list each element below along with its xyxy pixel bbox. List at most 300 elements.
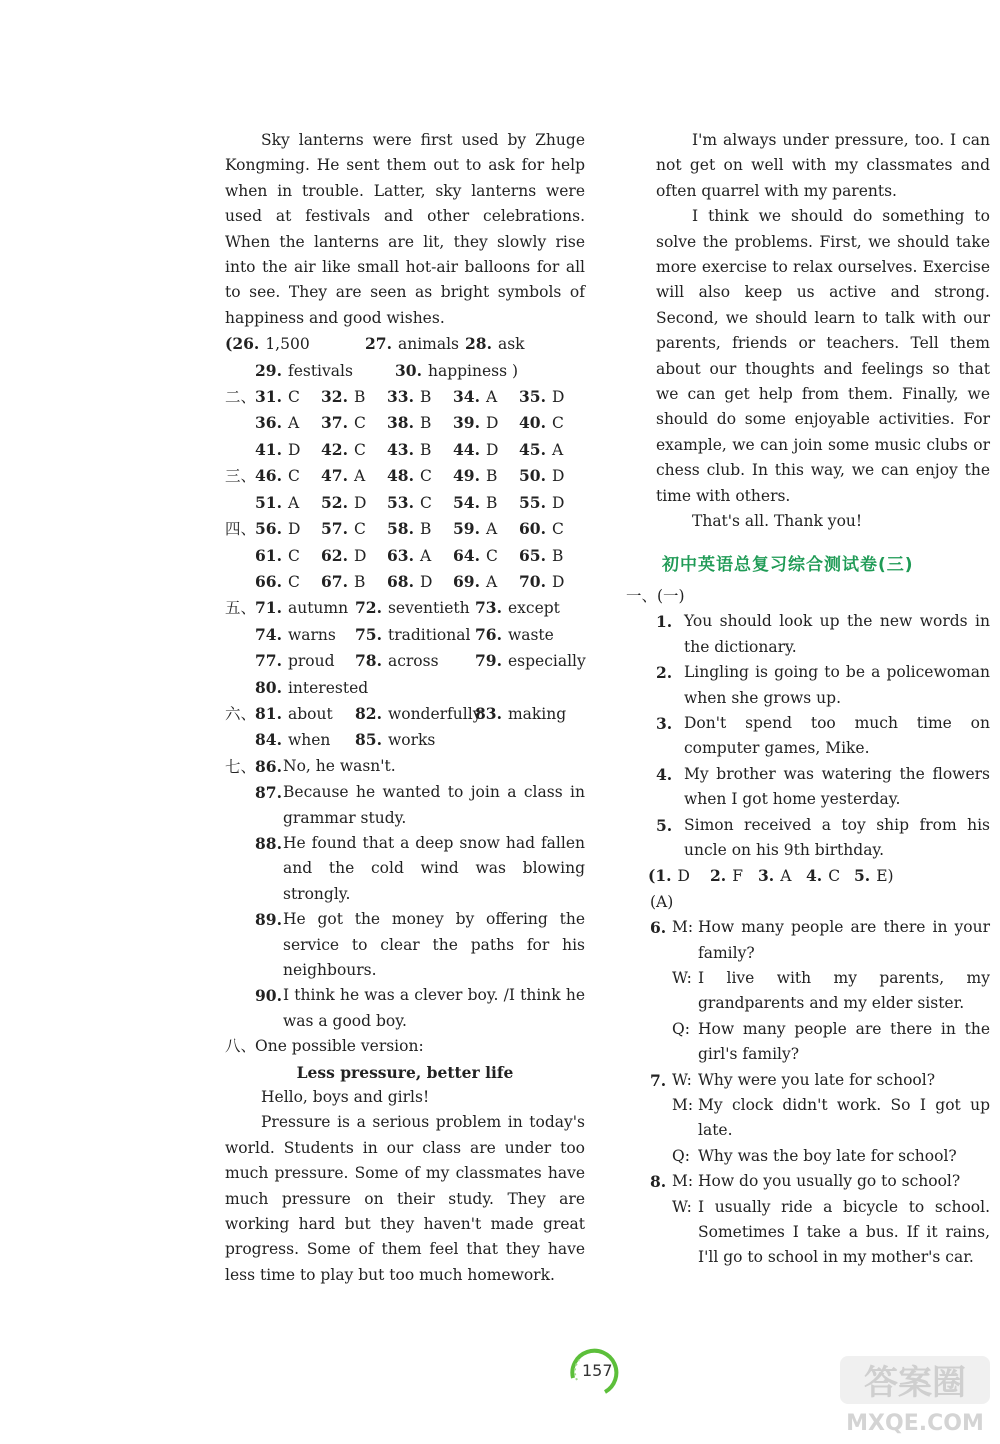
dialogue-text: I live with my parents, my grandparents and my elder sister. <box>698 969 990 1013</box>
answer-value: wonderfully <box>387 704 482 723</box>
question-number: 61. <box>255 545 282 565</box>
word-answer-block <box>225 595 585 753</box>
answer-item <box>475 701 585 727</box>
sentence-list <box>656 609 990 863</box>
question-number: 68. <box>387 571 414 591</box>
answer-item <box>806 863 854 889</box>
answer-item <box>255 543 321 569</box>
answer-item <box>255 648 355 674</box>
question-number: 34. <box>453 387 480 407</box>
answer-item <box>519 516 585 542</box>
question-number: 28. <box>465 334 492 354</box>
answer-value: A <box>287 493 300 512</box>
answer-value: D <box>287 520 301 539</box>
speaker-label: W: <box>672 969 692 987</box>
answer-item <box>255 701 355 727</box>
question-number: 80. <box>255 677 282 697</box>
dialogue-line <box>650 966 990 1017</box>
essay-ending: That's all. Thank you! <box>692 512 863 531</box>
answer-text: No, he wasn't. <box>283 756 396 775</box>
answer-value: D <box>353 493 367 512</box>
question-number: 81. <box>255 703 282 723</box>
answer-value: A <box>780 867 792 886</box>
answer-value: D <box>551 572 565 591</box>
answer-item <box>387 569 453 595</box>
answer-item <box>387 543 453 569</box>
question-number: 1. <box>656 612 673 632</box>
answer-row <box>225 675 585 701</box>
sentence-answers <box>648 863 990 889</box>
question-number: 39. <box>453 413 480 433</box>
question-number: 31. <box>255 387 282 407</box>
question-number: 2. <box>710 866 727 886</box>
dialogue-text: My clock didn't work. So I got up late. <box>698 1096 990 1140</box>
answer-item <box>465 331 565 357</box>
question-number: 41. <box>255 439 282 459</box>
answer-row <box>225 516 585 542</box>
answer-item <box>255 437 321 463</box>
answer-item <box>255 983 585 1034</box>
answer-row <box>225 490 585 516</box>
question-number: 30. <box>395 360 422 380</box>
answer-value: B <box>485 467 498 486</box>
question-number: 3. <box>758 866 775 886</box>
question-number: 37. <box>321 413 348 433</box>
mc-answer-block <box>225 384 585 595</box>
answer-value: across <box>387 652 439 671</box>
section-label: 七、 <box>225 757 257 776</box>
answer-item <box>395 358 519 384</box>
answer-value: D <box>485 414 499 433</box>
question-number: 67. <box>321 571 348 591</box>
answer-value: D <box>353 546 367 565</box>
section-label: 八、 <box>225 1037 257 1056</box>
answer-item <box>387 410 453 436</box>
answer-value: C <box>485 546 498 565</box>
question-number: 84. <box>255 730 282 750</box>
listening-sentence <box>656 609 990 660</box>
watermark-text: 答案圈 <box>864 1363 966 1403</box>
answer-value: festivals <box>287 361 353 380</box>
question-number: 56. <box>255 519 282 539</box>
answer-item <box>355 701 482 727</box>
answer-value: A <box>485 520 498 539</box>
answer-item <box>355 727 475 753</box>
question-number: 89. <box>255 910 282 930</box>
dialogue-line <box>650 1068 990 1093</box>
question-number: 60. <box>519 519 546 539</box>
question-number: 87. <box>255 783 282 803</box>
answer-value: C <box>287 388 300 407</box>
watermark-url: MXQE.COM <box>846 1411 984 1436</box>
answer-value: works <box>387 731 436 750</box>
answer-item <box>255 490 321 516</box>
question-number: 82. <box>355 703 382 723</box>
answer-item <box>321 490 387 516</box>
answer-value: A <box>419 546 432 565</box>
sentence-text: You should look up the new words in the dictionary. <box>684 612 990 656</box>
answer-item <box>255 622 355 648</box>
speaker-label: M: <box>672 1172 694 1191</box>
question-number: 47. <box>321 466 348 486</box>
answer-value: A <box>485 388 498 407</box>
answer-value: C <box>353 414 366 433</box>
answer-value: A <box>353 467 366 486</box>
question-number: 86. <box>255 756 282 776</box>
question-number: 48. <box>387 466 414 486</box>
answer-item <box>453 569 519 595</box>
exam-title: 初中英语总复习综合测试卷(三) <box>662 554 914 575</box>
passage: Sky lanterns were first used by Zhuge Kongming. He sent them out to ask for help when in trouble. Latter, sky lanterns were used at festivals and other celebrations. When the lanterns are lit, they slowly rise into the air like small hot-air balloons for all to see. They are seen as bright symbols of happiness and good wishes. <box>225 131 585 327</box>
answer-value: B <box>353 388 366 407</box>
answer-row <box>225 331 585 357</box>
answer-item <box>255 831 585 907</box>
speaker-label: Q: <box>672 1019 690 1038</box>
left-column <box>225 128 585 1288</box>
sentence-text: Lingling is going to be a policewoman when she grows up. <box>684 663 990 707</box>
answer-item <box>365 331 465 357</box>
answer-row <box>225 701 585 727</box>
answer-item <box>519 384 585 410</box>
answer-value: A <box>287 414 300 433</box>
answer-value: 1,500 <box>265 335 310 354</box>
speaker-label: M: <box>672 1096 694 1115</box>
question-number: 35. <box>519 387 546 407</box>
section-label: 二、 <box>225 388 257 407</box>
speaker-label: W: <box>672 1070 692 1089</box>
question-number: 62. <box>321 545 348 565</box>
answer-item <box>453 463 519 489</box>
answer-value: C <box>828 867 841 886</box>
question-number: 27. <box>365 334 392 354</box>
question-number: 32. <box>321 387 348 407</box>
question-number: 83. <box>475 703 502 723</box>
dialogue-line <box>650 915 990 966</box>
speaker-label: M: <box>672 918 694 937</box>
answer-item <box>710 863 758 889</box>
question-number: 64. <box>453 545 480 565</box>
answer-value: B <box>419 388 432 407</box>
answer-item <box>255 410 321 436</box>
section-label: 四、 <box>225 520 257 539</box>
question-number: (26. <box>225 334 260 354</box>
answer-value: warns <box>287 625 336 644</box>
question-number: 73. <box>475 598 502 618</box>
question-number: 54. <box>453 492 480 512</box>
answer-item <box>255 463 321 489</box>
answer-item <box>387 437 453 463</box>
answer-row <box>225 437 585 463</box>
dialogue-line <box>650 1195 990 1271</box>
answer-value: D <box>551 467 565 486</box>
dialogue-list <box>650 915 990 1271</box>
answer-value: about <box>287 704 333 723</box>
answer-item <box>475 622 585 648</box>
answer-value: B <box>419 520 432 539</box>
answer-row <box>225 358 585 384</box>
dialogue-text: Why was the boy late for school? <box>698 1146 957 1165</box>
answer-row <box>225 543 585 569</box>
question-number: 2. <box>656 663 673 683</box>
answer-item <box>519 490 585 516</box>
answer-value: C <box>353 520 366 539</box>
question-number: 51. <box>255 492 282 512</box>
answer-value: happiness ) <box>427 361 519 380</box>
dialogue-line <box>650 1017 990 1068</box>
sub-label: (A) <box>650 892 674 911</box>
answer-item <box>321 384 387 410</box>
question-number: 44. <box>453 439 480 459</box>
answer-item <box>321 569 387 595</box>
answer-item <box>453 437 519 463</box>
section-label: 六、 <box>225 704 257 723</box>
answer-value: D <box>677 867 690 886</box>
answer-item <box>255 595 355 621</box>
question-number: 33. <box>387 387 414 407</box>
question-number: 76. <box>475 624 502 644</box>
answer-item <box>255 727 355 753</box>
part-label: 一、(一) <box>626 586 685 605</box>
listening-sentence <box>656 711 990 762</box>
answer-value: animals <box>397 335 459 354</box>
question-number: 40. <box>519 413 546 433</box>
question-number: 75. <box>355 624 382 644</box>
question-number: 6. <box>650 918 667 938</box>
answer-value: C <box>287 467 300 486</box>
answer-value: F <box>732 867 743 886</box>
answer-value: D <box>551 388 565 407</box>
sentence-text: Simon received a toy ship from his uncle on his 9th birthday. <box>684 815 990 859</box>
question-number: 71. <box>255 598 282 618</box>
answer-value: making <box>507 704 567 723</box>
answer-value: traditional <box>387 625 471 644</box>
answer-item <box>453 516 519 542</box>
answer-value: C <box>419 493 432 512</box>
answer-item <box>255 516 321 542</box>
question-number: 29. <box>255 360 282 380</box>
question-number: 59. <box>453 519 480 539</box>
answer-item <box>648 863 710 889</box>
question-number: 66. <box>255 571 282 591</box>
page-number: 157 <box>582 1361 613 1380</box>
question-number: 4. <box>806 866 823 886</box>
answer-row <box>225 463 585 489</box>
answer-row <box>225 384 585 410</box>
answer-item <box>255 675 369 701</box>
question-number: 7. <box>650 1070 667 1090</box>
answer-item <box>225 331 365 357</box>
answer-item <box>355 595 475 621</box>
question-number: 70. <box>519 571 546 591</box>
watermark-logo <box>830 1350 1000 1440</box>
dialogue-text: How many people are there in the girl's family? <box>698 1019 990 1064</box>
listening-sentence <box>656 660 990 711</box>
question-number: 43. <box>387 439 414 459</box>
question-number: 5. <box>656 815 673 835</box>
answer-value: B <box>419 440 432 459</box>
question-number: 63. <box>387 545 414 565</box>
question-number: 77. <box>255 651 282 671</box>
dialogue-text: Why were you late for school? <box>698 1070 936 1089</box>
answer-value: C <box>353 440 366 459</box>
question-number: 58. <box>387 519 414 539</box>
speaker-label: Q: <box>672 1146 690 1165</box>
answer-item <box>321 437 387 463</box>
question-number: 50. <box>519 466 546 486</box>
answer-text: Because he wanted to join a class in grammar study. <box>283 783 585 827</box>
dialogue-line <box>650 1169 990 1194</box>
answer-value: D <box>419 572 433 591</box>
question-number: 42. <box>321 439 348 459</box>
answer-value: ask <box>497 335 525 354</box>
answer-item <box>387 490 453 516</box>
answer-value: D <box>485 440 499 459</box>
answer-row <box>225 622 585 648</box>
answer-value: when <box>287 731 331 750</box>
question-number: 49. <box>453 466 480 486</box>
answer-item <box>255 569 321 595</box>
sentence-text: My brother was watering the flowers when I got home yesterday. <box>684 764 990 809</box>
question-number: 90. <box>255 986 282 1006</box>
answer-value: B <box>419 414 432 433</box>
answer-value: E) <box>876 867 894 886</box>
answer-item <box>355 648 475 674</box>
answer-value: D <box>551 493 565 512</box>
answer-value: seventieth <box>387 599 470 618</box>
section-label: 五、 <box>225 599 257 618</box>
answer-value: C <box>287 546 300 565</box>
question-number: 57. <box>321 519 348 539</box>
answer-item <box>255 358 395 384</box>
answer-item <box>519 569 585 595</box>
answer-value: C <box>419 467 432 486</box>
question-number: 53. <box>387 492 414 512</box>
answer-item <box>519 543 585 569</box>
answer-item <box>321 463 387 489</box>
answer-item <box>453 490 519 516</box>
answer-value: B <box>485 493 498 512</box>
question-number: 5. <box>854 866 871 886</box>
answer-item <box>519 463 585 489</box>
answer-row <box>225 410 585 436</box>
answer-row <box>225 569 585 595</box>
question-number: 52. <box>321 492 348 512</box>
dialogue-text: How do you usually go to school? <box>698 1172 961 1191</box>
answer-item <box>387 463 453 489</box>
answer-value: A <box>485 572 498 591</box>
question-number: 78. <box>355 651 382 671</box>
question-number: 85. <box>355 730 382 750</box>
answer-value: proud <box>287 652 335 671</box>
question-number: 46. <box>255 466 282 486</box>
question-number: (1. <box>648 866 672 886</box>
essay-paragraph: Pressure is a serious problem in today's world. Students in our class are under too much pressure. Some of my classmates have much pressure on their study. They are working hard but they haven't made great progress. Some of them feel that they have less time to play but too much homework. <box>225 1113 585 1284</box>
question-number: 45. <box>519 439 546 459</box>
answer-item <box>854 863 902 889</box>
essay-paragraph: I'm always under pressure, too. I can not get on well with my classmates and often quarrel with my parents. <box>656 131 990 200</box>
essay-title: Less pressure, better life <box>296 1062 514 1082</box>
answer-item <box>387 516 453 542</box>
question-number: 69. <box>453 571 480 591</box>
answer-value: D <box>287 440 301 459</box>
answer-item <box>255 907 585 983</box>
question-number: 36. <box>255 413 282 433</box>
answer-row <box>225 595 585 621</box>
answer-value: C <box>551 414 564 433</box>
answer-value: except <box>507 599 560 618</box>
question-number: 65. <box>519 545 546 565</box>
section-eight <box>225 1034 585 1059</box>
answer-value: B <box>353 572 366 591</box>
question-number: 3. <box>656 713 673 733</box>
dialogue-line <box>650 1144 990 1169</box>
answer-value: especially <box>507 652 586 671</box>
answer-item <box>453 543 519 569</box>
question-number: 38. <box>387 413 414 433</box>
answer-item <box>475 648 585 674</box>
speaker-label: W: <box>672 1197 692 1216</box>
answer-item <box>321 543 387 569</box>
answer-value: interested <box>287 678 369 697</box>
answer-item <box>519 437 585 463</box>
answer-item <box>255 754 585 779</box>
answer-text: He found that a deep snow had fallen and the cold wind was blowing strongly. <box>283 833 585 903</box>
answer-item <box>321 516 387 542</box>
answer-item <box>255 780 585 831</box>
answer-value: C <box>287 572 300 591</box>
sentence-text: Don't spend too much time on computer games, Mike. <box>684 713 990 758</box>
fill-answers <box>225 331 585 384</box>
answer-value: waste <box>507 625 554 644</box>
answer-value: autumn <box>287 599 349 618</box>
essay-intro: One possible version: <box>255 1037 424 1056</box>
answer-row <box>225 727 585 753</box>
answer-item <box>475 595 585 621</box>
dialogue-text: I usually ride a bicycle to school. Sometimes I take a bus. If it rains, I'll go to school in my mother's car. <box>698 1197 990 1267</box>
question-number: 8. <box>650 1172 667 1192</box>
answer-item <box>519 410 585 436</box>
answer-value: C <box>551 520 564 539</box>
essay-greeting: Hello, boys and girls! <box>261 1088 430 1107</box>
question-number: 88. <box>255 833 282 853</box>
question-number: 72. <box>355 598 382 618</box>
question-number: 74. <box>255 624 282 644</box>
answer-item <box>453 410 519 436</box>
answer-text: I think he was a clever boy. /I think he was a good boy. <box>283 986 585 1030</box>
answer-item <box>321 410 387 436</box>
answer-item <box>355 622 475 648</box>
question-number: 55. <box>519 492 546 512</box>
question-number: 79. <box>475 651 502 671</box>
answer-item <box>387 384 453 410</box>
question-number: 4. <box>656 764 673 784</box>
essay-paragraph: I think we should do something to solve the problems. First, we should take more exercise to relax ourselves. Exercise will also keep us active and strong. Second, we should learn to talk with our parents, friends or teachers. Tell them about our thoughts and feelings so that we can get help from them. Finally, we should do some enjoyable activities. For example, we can join some music clubs or chess club. In this way, we can enjoy the time with others. <box>656 207 990 505</box>
right-column <box>626 128 990 1271</box>
answer-row <box>225 648 585 674</box>
answer-text: He got the money by offering the service to clear the paths for his neighbours. <box>283 910 585 979</box>
answer-item <box>453 384 519 410</box>
dialogue-line <box>650 1093 990 1144</box>
listening-sentence <box>656 762 990 813</box>
section-seven <box>225 754 585 1034</box>
answer-value: A <box>551 440 564 459</box>
dialogue-text: How many people are there in your family? <box>698 918 990 962</box>
section-label: 三、 <box>225 467 257 486</box>
answer-item <box>255 384 321 410</box>
answer-item <box>758 863 806 889</box>
listening-sentence <box>656 813 990 864</box>
answer-value: B <box>551 546 564 565</box>
